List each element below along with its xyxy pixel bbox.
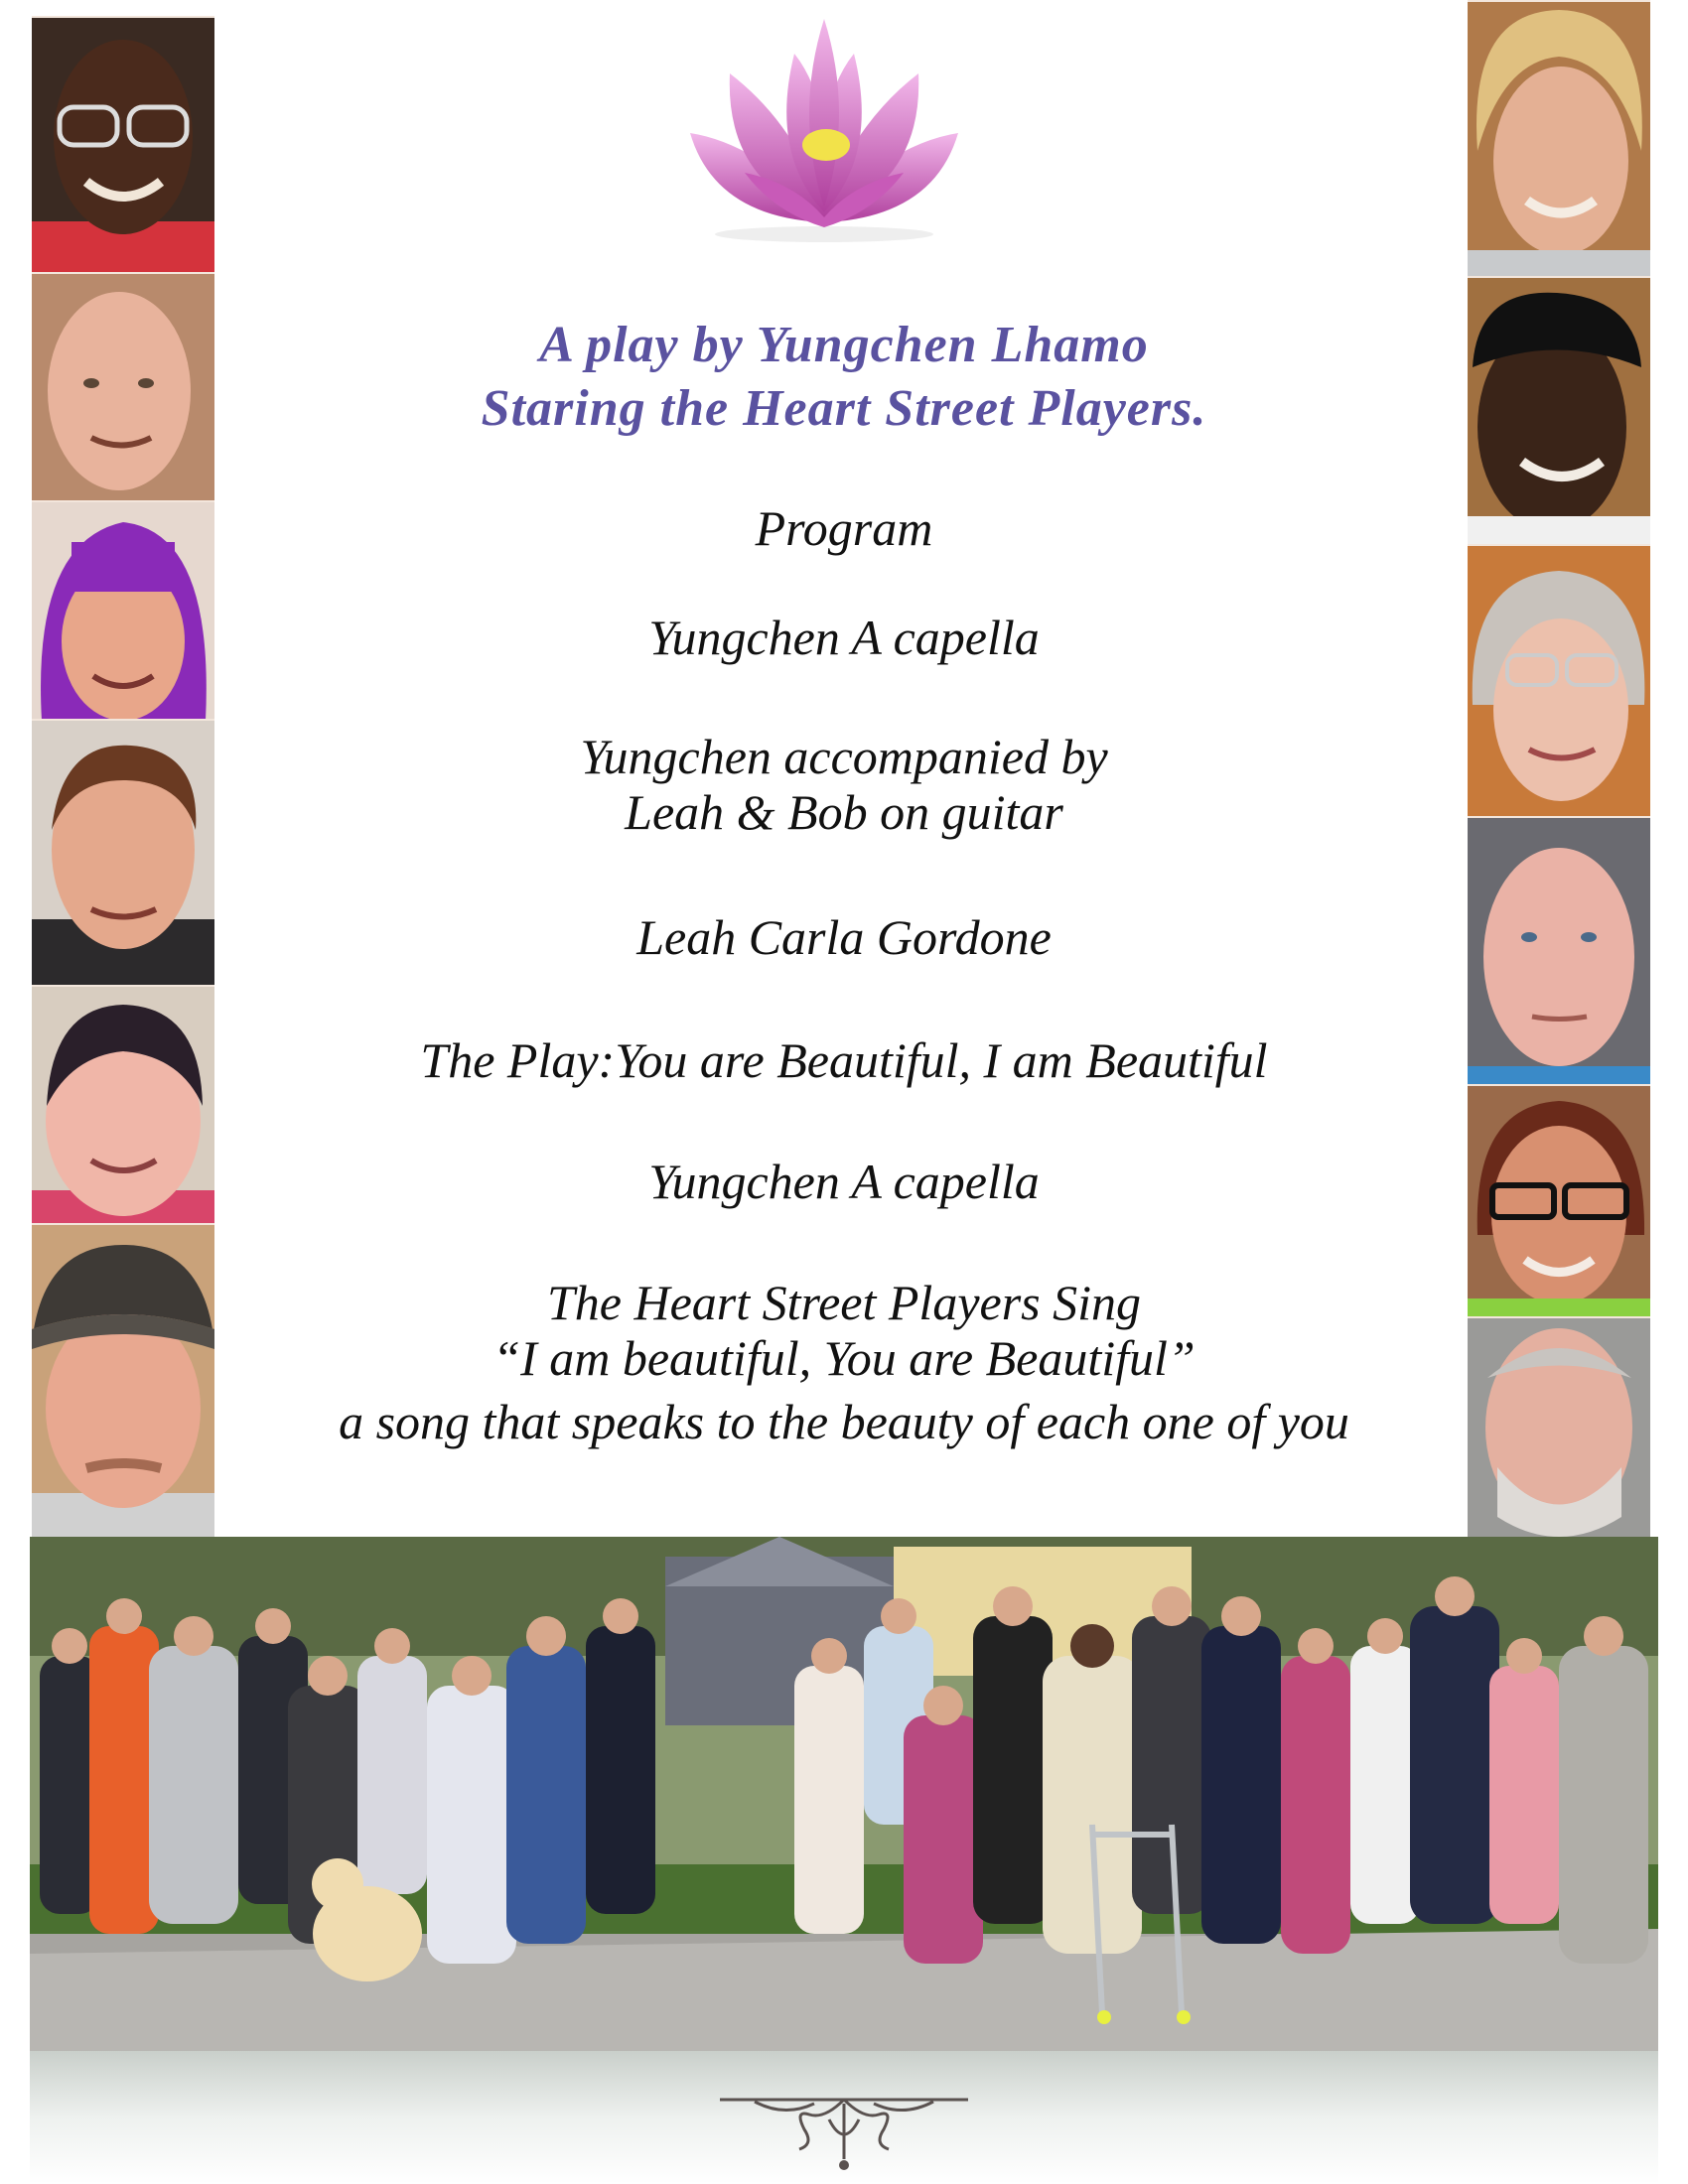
ornament-flourish-icon xyxy=(715,2090,973,2179)
portrait-photo xyxy=(1468,276,1650,546)
portrait-photo xyxy=(1468,0,1650,278)
portrait-photo xyxy=(1468,1084,1650,1318)
portrait-photo xyxy=(1468,1316,1650,1537)
program-item: The Play:You are Beautiful, I am Beautiful xyxy=(420,1032,1268,1088)
play-title xyxy=(228,314,1460,441)
portrait-photo xyxy=(32,719,214,987)
portrait-photo xyxy=(32,16,214,274)
program-item: “I am beautiful, You are Beautiful” xyxy=(492,1330,1196,1386)
program-item: Yungchen A capella xyxy=(648,610,1040,665)
program-heading: Program xyxy=(755,500,933,556)
group-photo xyxy=(30,1537,1658,2051)
program-item: Yungchen A capella xyxy=(648,1154,1040,1209)
program-item: The Heart Street Players Sing xyxy=(546,1275,1142,1330)
lotus-flower-icon xyxy=(685,14,963,252)
program-item: Leah & Bob on guitar xyxy=(625,784,1063,840)
program-item: Yungchen accompanied by xyxy=(580,729,1108,784)
portrait-photo xyxy=(1468,816,1650,1086)
portrait-photo xyxy=(1468,544,1650,818)
portrait-photo xyxy=(32,500,214,721)
title-line-2: Staring the Heart Street Players. xyxy=(481,380,1207,437)
program-item: a song that speaks to the beauty of each one of you xyxy=(339,1394,1349,1449)
portrait-photo xyxy=(32,985,214,1225)
portrait-photo xyxy=(32,272,214,502)
portrait-photo xyxy=(32,1223,214,1547)
title-line-1: A play by Yungchen Lhamo xyxy=(539,317,1149,373)
program-item: Leah Carla Gordone xyxy=(636,909,1052,965)
